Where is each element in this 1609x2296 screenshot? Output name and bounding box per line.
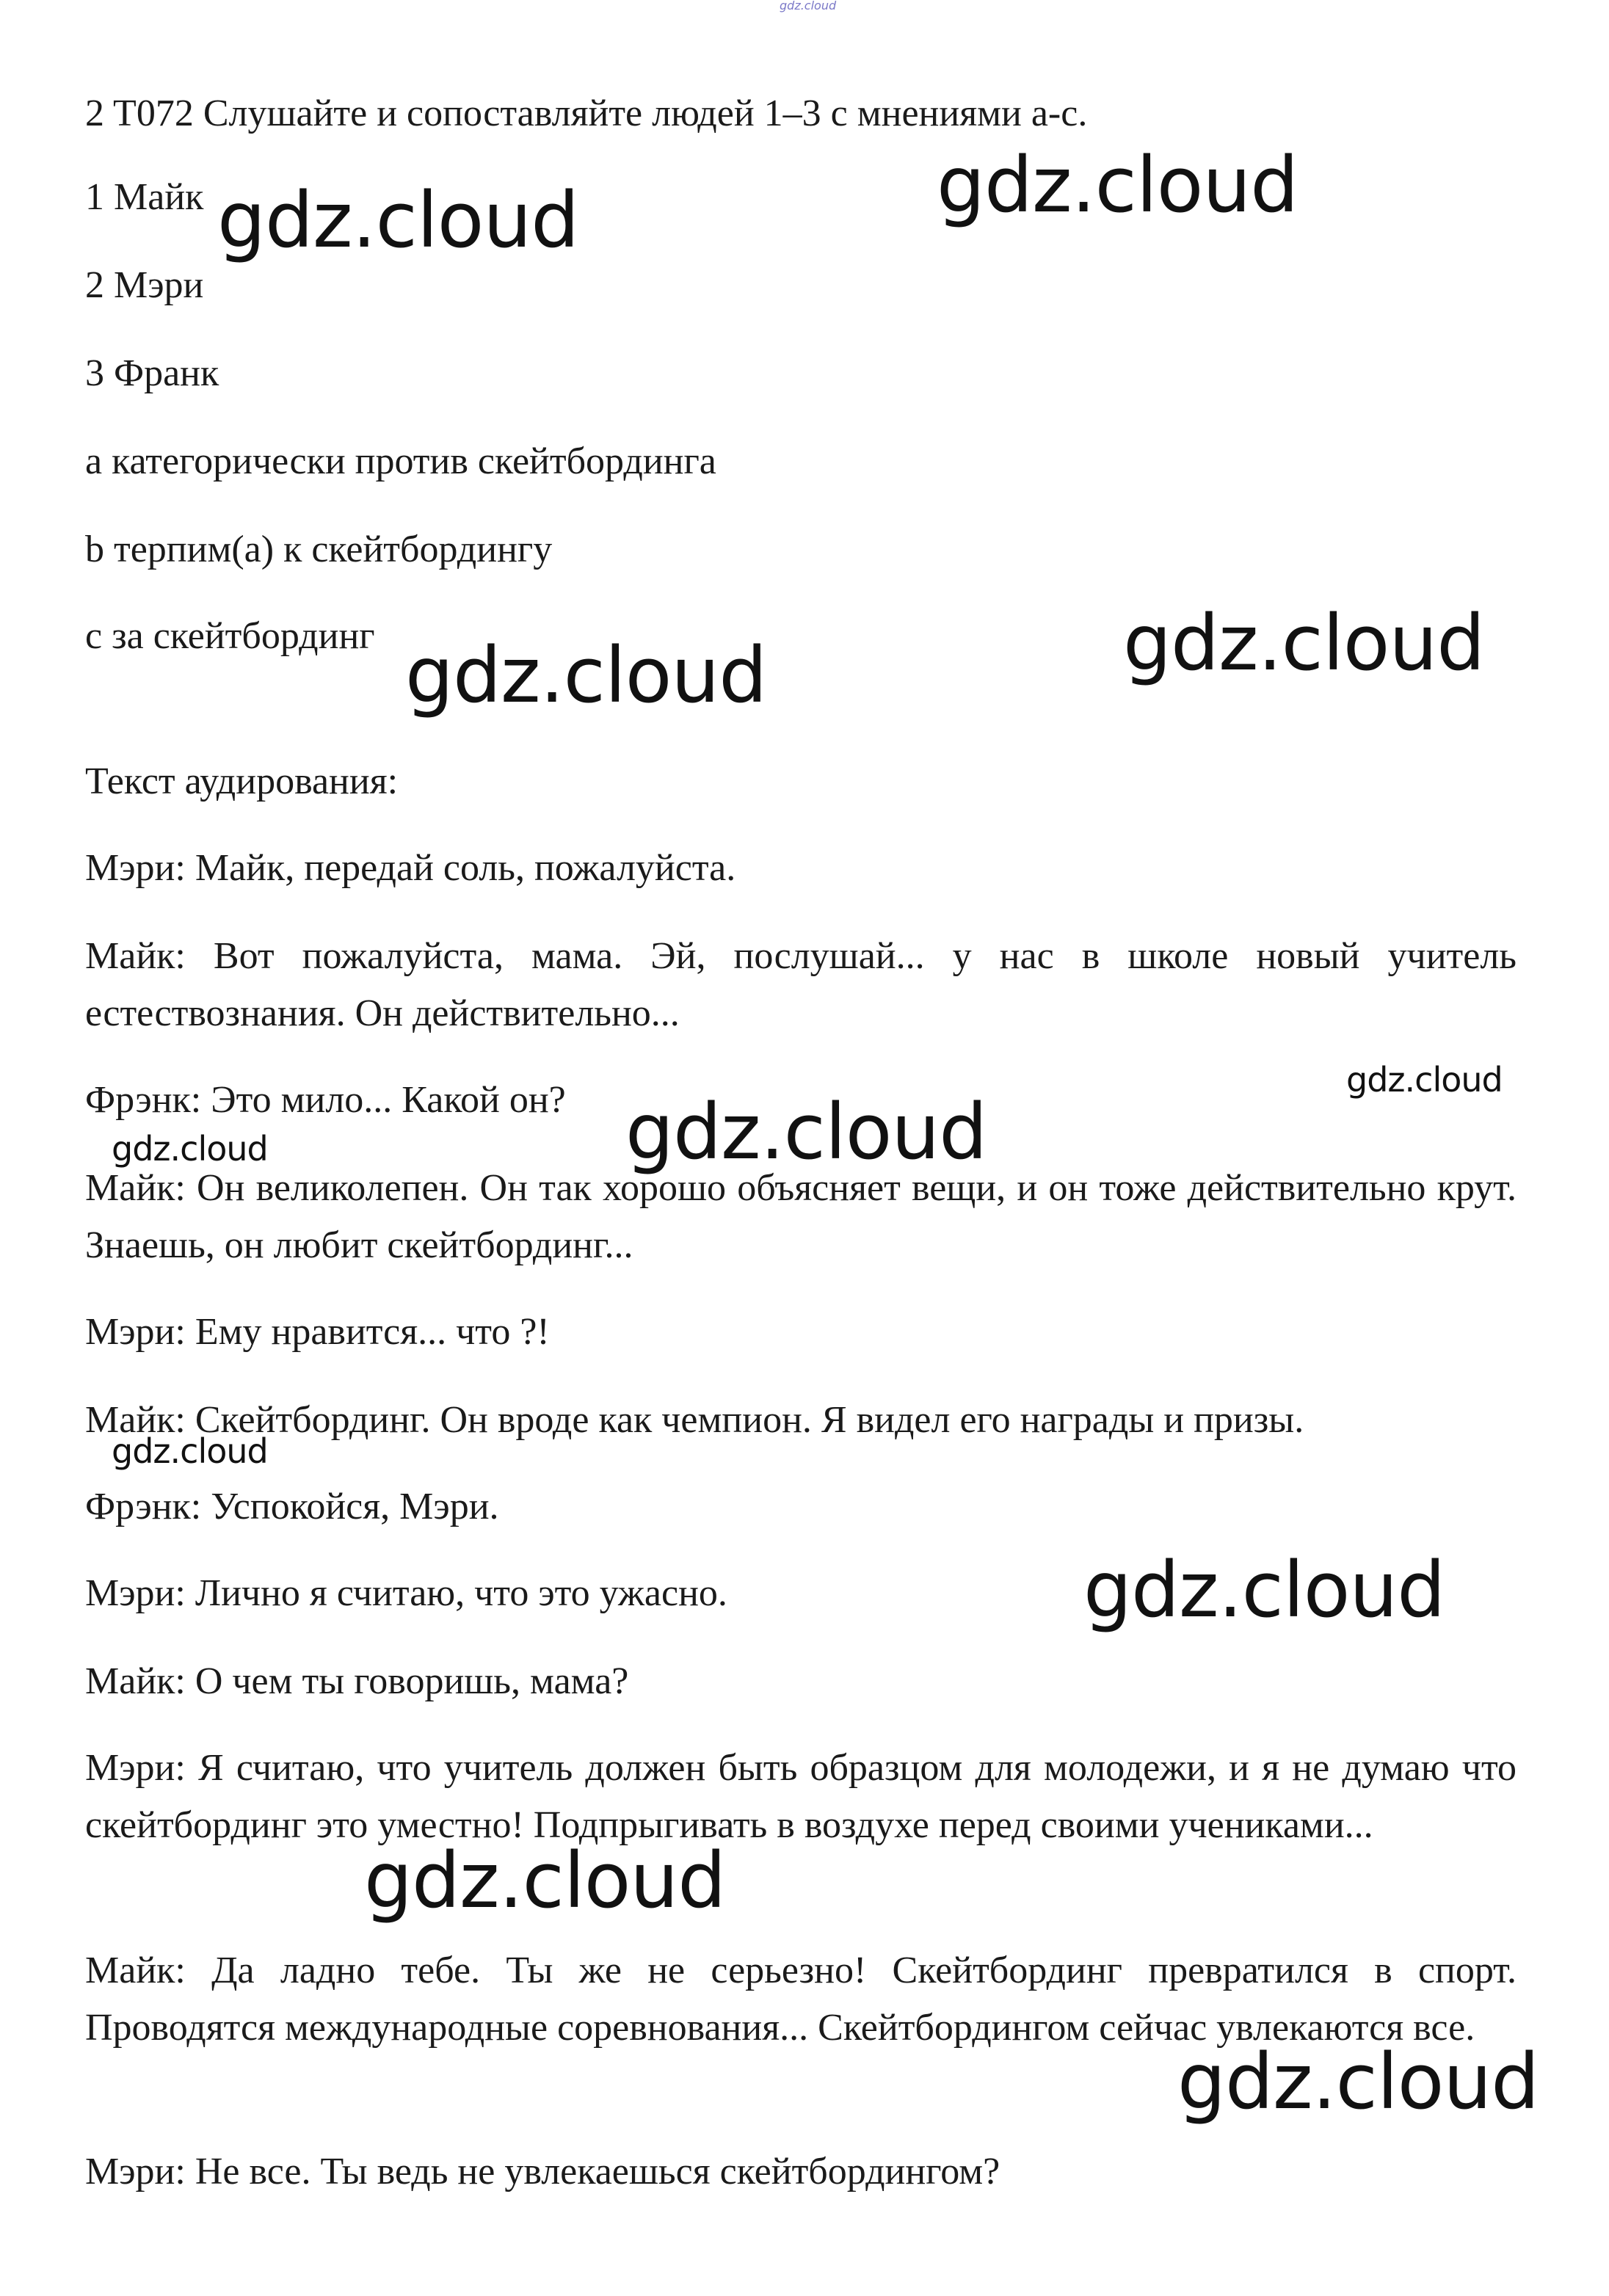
- opinion-item: b терпим(a) к скейтбордингу: [85, 528, 553, 570]
- watermark: gdz.cloud: [1177, 2037, 1539, 2126]
- transcript-line: Майк: Да ладно тебе. Ты же не серьезно! Скейтбординг превратился в спорт. Проводятся международные соревнования... Скейтбордингом сейчас увлекаются все.: [85, 1950, 1517, 2049]
- watermark: gdz.cloud: [112, 1129, 268, 1169]
- transcript-line: Майк: Вот пожалуйста, мама. Эй, послушай... у нас в школе новый учитель естествознания. Он действительно...: [85, 935, 1517, 1034]
- watermark: gdz.cloud: [217, 175, 579, 265]
- watermark: gdz.cloud: [625, 1087, 987, 1177]
- watermark: gdz.cloud: [1346, 1060, 1503, 1100]
- transcript-line: Майк: О чем ты говоришь, мама?: [85, 1660, 629, 1702]
- transcript-heading: Текст аудирования:: [85, 760, 399, 802]
- watermark: gdz.cloud: [937, 140, 1299, 230]
- transcript-line: Мэри: Майк, передай соль, пожалуйста.: [85, 847, 736, 889]
- transcript-line: Мэри: Я считаю, что учитель должен быть образцом для молодежи, и я не думаю что скейтбординг это уместно! Подпрыгивать в воздухе перед своими учениками...: [85, 1747, 1517, 1846]
- person-item: 2 Мэри: [85, 264, 204, 306]
- watermark: gdz.cloud: [364, 1836, 726, 1925]
- person-item: 1 Майк: [85, 176, 204, 218]
- watermark: gdz.cloud: [112, 1431, 268, 1471]
- transcript-line: Мэри: Лично я считаю, что это ужасно.: [85, 1572, 727, 1614]
- transcript-line: Мэри: Ему нравится... что ?!: [85, 1311, 550, 1353]
- watermark: gdz.cloud: [1083, 1545, 1445, 1635]
- header-watermark: gdz.cloud: [780, 0, 837, 12]
- opinion-item: a категорически против скейтбординга: [85, 440, 716, 482]
- watermark: gdz.cloud: [1123, 598, 1485, 688]
- transcript-line: Майк: Он великолепен. Он так хорошо объясняет вещи, и он тоже действительно крут. Знаешь, он любит скейтбординг...: [85, 1167, 1517, 1266]
- watermark: gdz.cloud: [405, 631, 767, 720]
- opinion-item: c за скейтбординг: [85, 615, 375, 657]
- transcript-line: Фрэнк: Успокойся, Мэри.: [85, 1486, 499, 1527]
- transcript-line: Майк: Скейтбординг. Он вроде как чемпион. Я видел его награды и призы.: [85, 1399, 1304, 1441]
- task-title: 2 T072 Слушайте и сопоставляйте людей 1–3 с мнениями a-c.: [85, 92, 1088, 134]
- person-item: 3 Франк: [85, 352, 219, 394]
- transcript-line: Мэри: Не все. Ты ведь не увлекаешься скейтбордингом?: [85, 2151, 1000, 2193]
- transcript-line: Фрэнк: Это мило... Какой он?: [85, 1079, 566, 1121]
